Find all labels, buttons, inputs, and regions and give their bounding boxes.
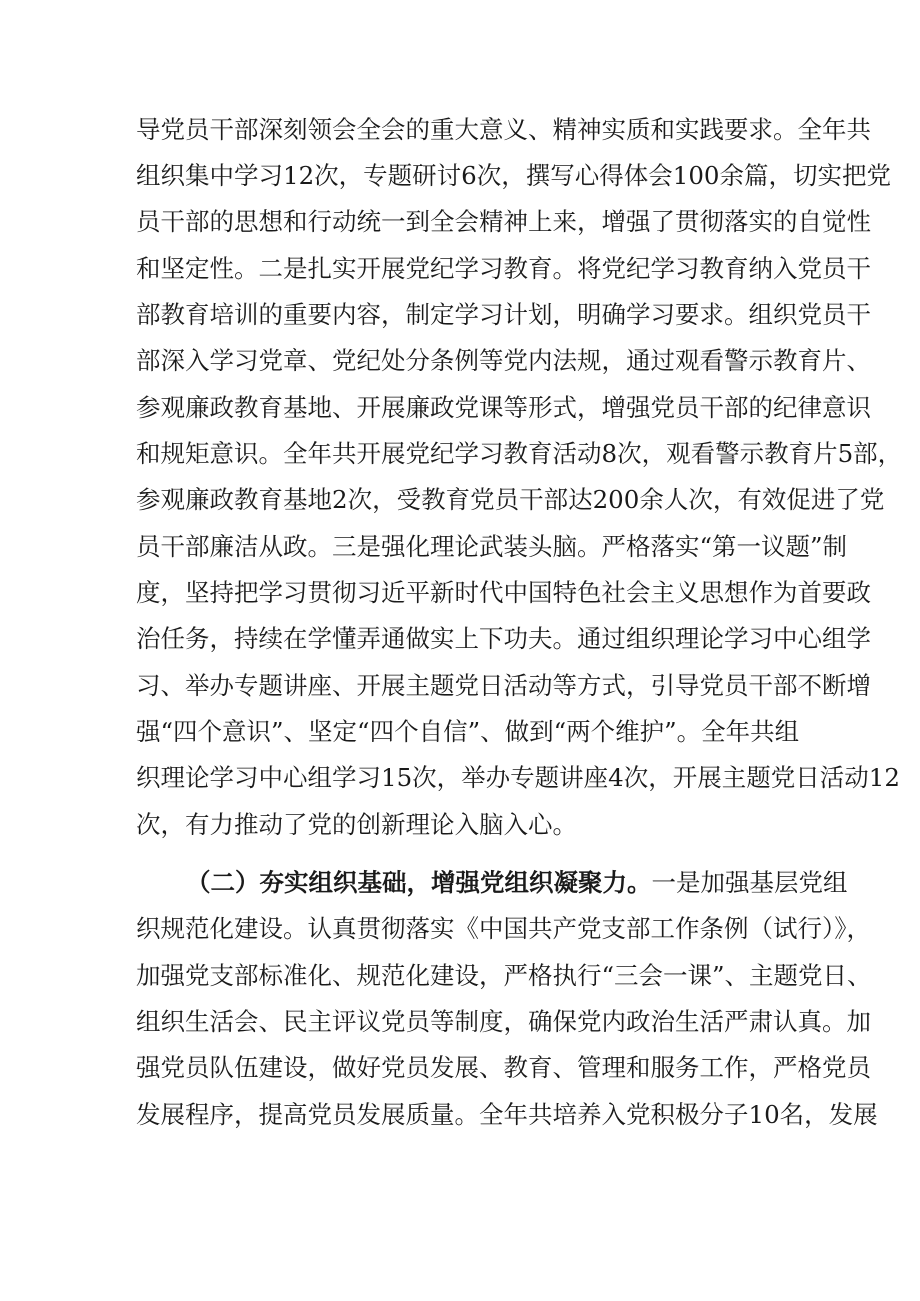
- body-text-line: 次，有力推动了党的创新理论入脑入心。: [136, 810, 577, 839]
- section-heading: （二）夯实组织基础，增强党组织凝聚力。: [186, 868, 652, 897]
- body-text-line: 加强党支部标准化、规范化建设，严格执行“三会一课”、主题党日、: [136, 961, 872, 990]
- body-text-line: 度，坚持把学习贯彻习近平新时代中国特色社会主义思想作为首要政: [136, 578, 871, 607]
- body-text-line: 组织生活会、民主评议党员等制度，确保党内政治生活严肃认真。加: [136, 1007, 871, 1036]
- body-text-line: 组织集中学习12次，专题研讨6次，撰写心得体会100余篇，切实把党: [136, 161, 892, 190]
- body-text-line: 习、举办专题讲座、开展主题党日活动等方式，引导党员干部不断增: [136, 671, 871, 700]
- body-text-line: 员干部的思想和行动统一到全会精神上来，增强了贯彻落实的自觉性: [136, 207, 871, 236]
- body-text-line: 部教育培训的重要内容，制定学习计划，明确学习要求。组织党员干: [136, 300, 871, 329]
- body-text-line: 织理论学习中心组学习15次，举办专题讲座4次，开展主题党日活动12: [136, 763, 900, 792]
- body-text-line: 和坚定性。二是扎实开展党纪学习教育。将党纪学习教育纳入党员干: [136, 254, 871, 283]
- body-text-line: 治任务，持续在学懂弄通做实上下功夫。通过组织理论学习中心组学: [136, 624, 871, 653]
- body-text-line: 参观廉政教育基地、开展廉政党课等形式，增强党员干部的纪律意识: [136, 393, 871, 422]
- section-heading-continuation: 一是加强基层党组: [651, 868, 848, 897]
- body-text-line: 参观廉政教育基地2次，受教育党员干部达200余人次，有效促进了党: [136, 485, 885, 514]
- body-text-line: 强“四个意识”、坚定“四个自信”、做到“两个维护”。全年共组: [136, 717, 800, 746]
- body-text-line: 部深入学习党章、党纪处分条例等党内法规，通过观看警示教育片、: [136, 346, 871, 375]
- body-text-line: 发展程序，提高党员发展质量。全年共培养入党积极分子10名，发展: [136, 1100, 878, 1129]
- body-text-line: 强党员队伍建设，做好党员发展、教育、管理和服务工作，严格党员: [136, 1053, 871, 1082]
- body-text-line: 导党员干部深刻领会全会的重大意义、精神实质和实践要求。全年共: [136, 115, 871, 144]
- body-text-line: 织规范化建设。认真贯彻落实《中国共产党支部工作条例（试行）》，: [136, 914, 871, 943]
- section-heading-line: [186, 865, 848, 901]
- body-text-line: 和规矩意识。全年共开展党纪学习教育活动8次，观看警示教育片5部，: [136, 439, 903, 468]
- body-text-line: 员干部廉洁从政。三是强化理论武装头脑。严格落实“第一议题”制: [136, 532, 848, 561]
